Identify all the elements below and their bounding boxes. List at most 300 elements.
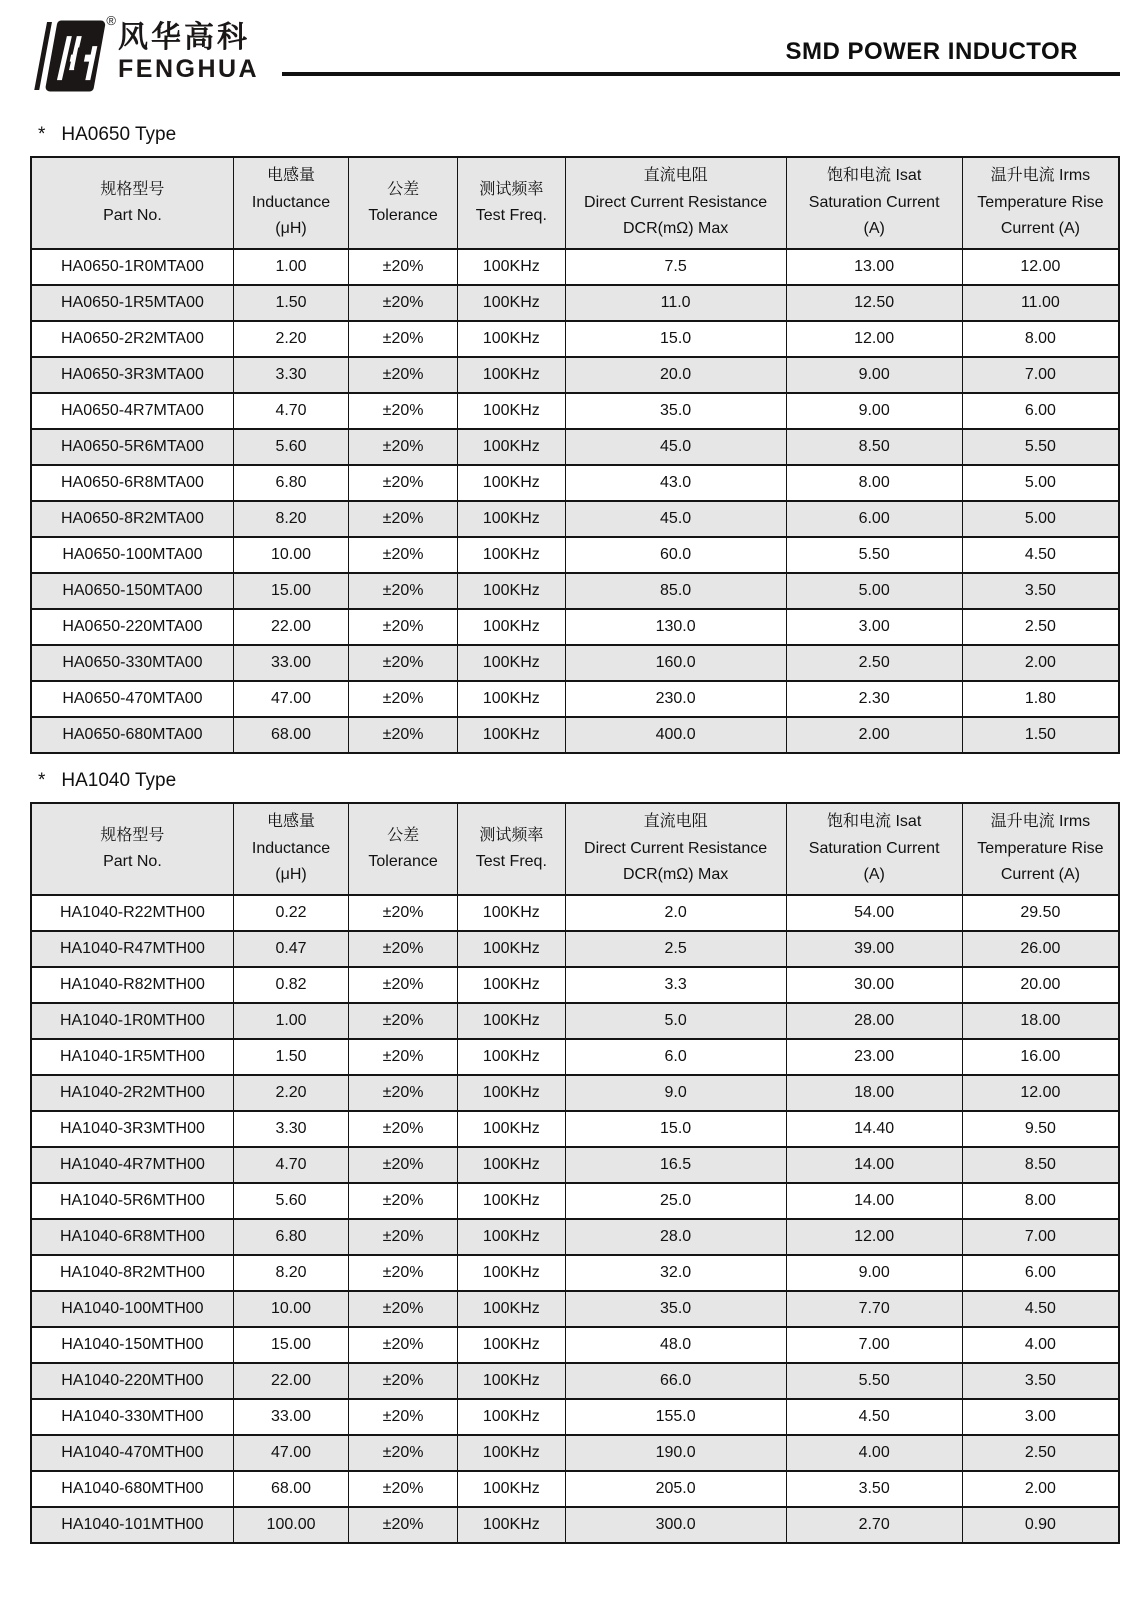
table-row xyxy=(31,967,1119,1003)
table-cell: 66.0 xyxy=(565,1363,786,1399)
table-row xyxy=(31,501,1119,537)
table-cell: ±20% xyxy=(349,717,458,753)
part-number-cell: HA1040-5R6MTH00 xyxy=(31,1183,233,1219)
table-cell: 130.0 xyxy=(565,609,786,645)
table-cell: 15.0 xyxy=(565,321,786,357)
header-divider xyxy=(282,72,1120,76)
table-cell: 160.0 xyxy=(565,645,786,681)
table-cell: 3.00 xyxy=(962,1399,1119,1435)
table-cell: ±20% xyxy=(349,357,458,393)
table-cell: 18.00 xyxy=(962,1003,1119,1039)
table-cell: 100KHz xyxy=(457,1471,565,1507)
table-cell: 1.00 xyxy=(233,1003,348,1039)
table-cell: 7.00 xyxy=(962,357,1119,393)
table-cell: ±20% xyxy=(349,285,458,321)
table-cell: 100KHz xyxy=(457,573,565,609)
table-cell: 6.00 xyxy=(786,501,962,537)
column-header-line: Tolerance xyxy=(368,207,438,224)
table-cell: ±20% xyxy=(349,537,458,573)
table-cell: 20.0 xyxy=(565,357,786,393)
table-cell: 2.70 xyxy=(786,1507,962,1543)
table-cell: ±20% xyxy=(349,1003,458,1039)
part-number-cell: HA0650-8R2MTA00 xyxy=(31,501,233,537)
table-row xyxy=(31,1111,1119,1147)
table-cell: 33.00 xyxy=(233,1399,348,1435)
table-cell: ±20% xyxy=(349,1147,458,1183)
column-header-line: DCR(mΩ) Max xyxy=(622,866,729,884)
column-header xyxy=(457,803,565,895)
table-row xyxy=(31,1183,1119,1219)
table-cell: ±20% xyxy=(349,1399,458,1435)
table-cell: 11.00 xyxy=(962,285,1119,321)
table-cell: 2.00 xyxy=(786,717,962,753)
column-header xyxy=(786,803,962,895)
section-label: HA1040 Type xyxy=(61,770,177,791)
table-cell: 2.00 xyxy=(962,1471,1119,1507)
part-number-cell: HA0650-470MTA00 xyxy=(31,681,233,717)
table-cell: 45.0 xyxy=(565,501,786,537)
table-cell: 15.0 xyxy=(565,1111,786,1147)
table-row xyxy=(31,285,1119,321)
column-header-line: 电感量 xyxy=(267,813,316,831)
table-row xyxy=(31,681,1119,717)
table-cell: 54.00 xyxy=(786,895,962,931)
table-cell: 5.60 xyxy=(233,429,348,465)
table-cell: 1.50 xyxy=(233,285,348,321)
table-cell: 100KHz xyxy=(457,1111,565,1147)
table-cell: 5.00 xyxy=(962,501,1119,537)
part-number-cell: HA0650-2R2MTA00 xyxy=(31,321,233,357)
table-row xyxy=(31,1471,1119,1507)
table-cell: 5.00 xyxy=(962,465,1119,501)
table-cell: 16.5 xyxy=(565,1147,786,1183)
part-number-cell: HA1040-101MTH00 xyxy=(31,1507,233,1543)
column-header-line: Direct Current Resistance xyxy=(584,839,768,857)
table-cell: 205.0 xyxy=(565,1471,786,1507)
table-cell: 29.50 xyxy=(962,895,1119,931)
table-cell: ±20% xyxy=(349,501,458,537)
column-header-line: Saturation Current xyxy=(808,839,940,857)
column-header-line: 温升电流 Irms xyxy=(990,813,1091,831)
table-cell: 100.00 xyxy=(233,1507,348,1543)
column-header xyxy=(457,157,565,249)
table-row xyxy=(31,1147,1119,1183)
part-number-cell: HA0650-4R7MTA00 xyxy=(31,393,233,429)
table-cell: 230.0 xyxy=(565,681,786,717)
table-cell: 18.00 xyxy=(786,1075,962,1111)
table-row xyxy=(31,895,1119,931)
table-cell: 47.00 xyxy=(233,681,348,717)
part-number-cell: HA0650-150MTA00 xyxy=(31,573,233,609)
table-row xyxy=(31,249,1119,285)
column-header-line: 直流电阻 xyxy=(643,813,708,831)
part-number-cell: HA1040-1R5MTH00 xyxy=(31,1039,233,1075)
table-cell: ±20% xyxy=(349,1471,458,1507)
column-header-line: Temperature Rise xyxy=(977,193,1104,211)
table-cell: 300.0 xyxy=(565,1507,786,1543)
table-row xyxy=(31,1327,1119,1363)
table-cell: 1.00 xyxy=(233,249,348,285)
table-cell: 1.50 xyxy=(233,1039,348,1075)
table-cell: 100KHz xyxy=(457,895,565,931)
table-cell: 100KHz xyxy=(457,1363,565,1399)
table-header xyxy=(31,157,1119,249)
part-number-cell: HA0650-5R6MTA00 xyxy=(31,429,233,465)
table-cell: 10.00 xyxy=(233,1291,348,1327)
table-row xyxy=(31,1255,1119,1291)
table-cell: 6.80 xyxy=(233,465,348,501)
table-cell: 1.80 xyxy=(962,681,1119,717)
column-header xyxy=(349,157,458,249)
column-header-line: Saturation Current xyxy=(808,193,940,211)
column-header-line: 公差 xyxy=(387,826,420,844)
table-cell: 100KHz xyxy=(457,1291,565,1327)
table-cell: 68.00 xyxy=(233,1471,348,1507)
section-title-ha0650 xyxy=(38,124,1120,146)
table-cell: 3.50 xyxy=(962,573,1119,609)
section-label: HA0650 Type xyxy=(61,124,177,145)
table-cell: 0.90 xyxy=(962,1507,1119,1543)
table-cell: ±20% xyxy=(349,393,458,429)
part-number-cell: HA1040-220MTH00 xyxy=(31,1363,233,1399)
table-cell: 5.60 xyxy=(233,1183,348,1219)
table-row xyxy=(31,573,1119,609)
table-cell: 3.30 xyxy=(233,1111,348,1147)
column-header-line: Direct Current Resistance xyxy=(584,193,768,211)
document-title: SMD POWER INDUCTOR xyxy=(785,38,1078,65)
table-cell: 100KHz xyxy=(457,321,565,357)
brand-name-chinese: 风华高科 xyxy=(118,21,250,54)
table-row xyxy=(31,1399,1119,1435)
table-cell: 35.0 xyxy=(565,393,786,429)
table-cell: 0.82 xyxy=(233,967,348,1003)
table-cell: 4.70 xyxy=(233,393,348,429)
column-header-line: Current (A) xyxy=(1000,866,1080,884)
part-number-cell: HA1040-R47MTH00 xyxy=(31,931,233,967)
column-header xyxy=(349,803,458,895)
table-cell: 8.50 xyxy=(786,429,962,465)
table-cell: 6.80 xyxy=(233,1219,348,1255)
table-cell: 2.20 xyxy=(233,1075,348,1111)
part-number-cell: HA1040-470MTH00 xyxy=(31,1435,233,1471)
table-cell: 100KHz xyxy=(457,429,565,465)
table-cell: ±20% xyxy=(349,1111,458,1147)
part-number-cell: HA1040-R22MTH00 xyxy=(31,895,233,931)
column-header-line: 规格型号 xyxy=(100,826,165,844)
table-cell: 6.00 xyxy=(962,1255,1119,1291)
table-row xyxy=(31,609,1119,645)
part-number-cell: HA0650-1R0MTA00 xyxy=(31,249,233,285)
table-cell: 2.0 xyxy=(565,895,786,931)
table-cell: 100KHz xyxy=(457,609,565,645)
table-cell: 11.0 xyxy=(565,285,786,321)
table-cell: 9.00 xyxy=(786,393,962,429)
column-header-line: Tolerance xyxy=(368,853,438,870)
table-cell: 400.0 xyxy=(565,717,786,753)
table-body xyxy=(31,895,1119,1543)
table-cell: 22.00 xyxy=(233,609,348,645)
table-cell: 100KHz xyxy=(457,717,565,753)
table-cell: 8.20 xyxy=(233,1255,348,1291)
table-cell: 5.50 xyxy=(962,429,1119,465)
table-cell: 9.00 xyxy=(786,357,962,393)
table-cell: 100KHz xyxy=(457,1327,565,1363)
fenghua-logo-icon xyxy=(30,13,116,94)
part-number-cell: HA0650-220MTA00 xyxy=(31,609,233,645)
column-header-line: Part No. xyxy=(103,853,162,870)
table-cell: 7.00 xyxy=(962,1219,1119,1255)
table-cell: 14.00 xyxy=(786,1147,962,1183)
table-cell: 3.50 xyxy=(786,1471,962,1507)
table-cell: 100KHz xyxy=(457,1183,565,1219)
table-cell: ±20% xyxy=(349,249,458,285)
table-cell: 6.0 xyxy=(565,1039,786,1075)
table-cell: 100KHz xyxy=(457,1147,565,1183)
table-cell: ±20% xyxy=(349,1255,458,1291)
table-cell: 100KHz xyxy=(457,537,565,573)
table-cell: 4.00 xyxy=(786,1435,962,1471)
column-header xyxy=(31,157,233,249)
column-header-line: 规格型号 xyxy=(100,180,165,198)
part-number-cell: HA1040-330MTH00 xyxy=(31,1399,233,1435)
table-cell: 100KHz xyxy=(457,1003,565,1039)
table-cell: 100KHz xyxy=(457,1435,565,1471)
table-cell: 100KHz xyxy=(457,931,565,967)
column-header xyxy=(233,803,348,895)
table-cell: 9.00 xyxy=(786,1255,962,1291)
column-header xyxy=(962,803,1119,895)
part-number-cell: HA1040-R82MTH00 xyxy=(31,967,233,1003)
table-cell: 30.00 xyxy=(786,967,962,1003)
table-cell: 9.50 xyxy=(962,1111,1119,1147)
column-header-line: Inductance xyxy=(251,839,331,857)
table-cell: 7.00 xyxy=(786,1327,962,1363)
table-cell: 7.5 xyxy=(565,249,786,285)
table-cell: 8.20 xyxy=(233,501,348,537)
table-cell: 2.50 xyxy=(786,645,962,681)
table-cell: ±20% xyxy=(349,1435,458,1471)
column-header-line: 饱和电流 Isat xyxy=(827,813,922,831)
spec-table-ha0650 xyxy=(30,156,1120,754)
table-cell: 47.00 xyxy=(233,1435,348,1471)
part-number-cell: HA0650-6R8MTA00 xyxy=(31,465,233,501)
table-row xyxy=(31,1003,1119,1039)
column-header xyxy=(565,157,786,249)
section-marker: * xyxy=(38,124,46,145)
table-row xyxy=(31,1363,1119,1399)
table-cell: ±20% xyxy=(349,1075,458,1111)
table-cell: 23.00 xyxy=(786,1039,962,1075)
part-number-cell: HA1040-8R2MTH00 xyxy=(31,1255,233,1291)
table-cell: 100KHz xyxy=(457,1507,565,1543)
part-number-cell: HA1040-1R0MTH00 xyxy=(31,1003,233,1039)
table-row xyxy=(31,1435,1119,1471)
table-cell: 22.00 xyxy=(233,1363,348,1399)
table-row xyxy=(31,1075,1119,1111)
column-header-line: 温升电流 Irms xyxy=(990,167,1091,185)
table-cell: 2.20 xyxy=(233,321,348,357)
table-cell: 5.50 xyxy=(786,1363,962,1399)
table-cell: ±20% xyxy=(349,1327,458,1363)
column-header-line: 电感量 xyxy=(267,167,316,185)
table-row xyxy=(31,931,1119,967)
table-cell: 100KHz xyxy=(457,1399,565,1435)
table-cell: 14.00 xyxy=(786,1183,962,1219)
part-number-cell: HA1040-100MTH00 xyxy=(31,1291,233,1327)
table-cell: ±20% xyxy=(349,609,458,645)
part-number-cell: HA0650-1R5MTA00 xyxy=(31,285,233,321)
column-header-line: (μH) xyxy=(275,866,307,884)
column-header-line: Current (A) xyxy=(1000,220,1080,238)
column-header xyxy=(962,157,1119,249)
part-number-cell: HA1040-3R3MTH00 xyxy=(31,1111,233,1147)
table-row xyxy=(31,429,1119,465)
table-cell: 2.5 xyxy=(565,931,786,967)
table-cell: 85.0 xyxy=(565,573,786,609)
table-cell: 39.00 xyxy=(786,931,962,967)
table-cell: 28.0 xyxy=(565,1219,786,1255)
part-number-cell: HA1040-2R2MTH00 xyxy=(31,1075,233,1111)
table-cell: ±20% xyxy=(349,429,458,465)
table-cell: 60.0 xyxy=(565,537,786,573)
column-header-line: 公差 xyxy=(387,180,420,198)
table-cell: 20.00 xyxy=(962,967,1119,1003)
table-cell: ±20% xyxy=(349,1039,458,1075)
column-header-line: 测试频率 xyxy=(479,180,544,198)
column-header-line: (μH) xyxy=(275,220,307,238)
table-row xyxy=(31,357,1119,393)
brand-name-english: FENGHUA xyxy=(118,54,260,83)
table-cell: 100KHz xyxy=(457,1075,565,1111)
table-cell: 2.50 xyxy=(962,1435,1119,1471)
table-cell: 4.50 xyxy=(786,1399,962,1435)
table-cell: 48.0 xyxy=(565,1327,786,1363)
part-number-cell: HA0650-3R3MTA00 xyxy=(31,357,233,393)
table-cell: 3.3 xyxy=(565,967,786,1003)
table-row xyxy=(31,1291,1119,1327)
column-header-line: Test Freq. xyxy=(475,853,547,870)
table-cell: 35.0 xyxy=(565,1291,786,1327)
table-cell: 16.00 xyxy=(962,1039,1119,1075)
page-header xyxy=(30,12,1120,108)
part-number-cell: HA1040-6R8MTH00 xyxy=(31,1219,233,1255)
spec-table-ha1040 xyxy=(30,802,1120,1544)
table-cell: ±20% xyxy=(349,1363,458,1399)
section-marker: * xyxy=(38,770,46,791)
table-row xyxy=(31,1507,1119,1543)
table-cell: 100KHz xyxy=(457,681,565,717)
table-cell: 26.00 xyxy=(962,931,1119,967)
column-header-line: DCR(mΩ) Max xyxy=(622,220,729,238)
table-cell: 4.50 xyxy=(962,537,1119,573)
table-cell: 100KHz xyxy=(457,357,565,393)
logo-text xyxy=(118,22,259,82)
table-cell: ±20% xyxy=(349,1219,458,1255)
table-cell: ±20% xyxy=(349,645,458,681)
column-header-line: Inductance xyxy=(251,193,331,211)
table-cell: 9.0 xyxy=(565,1075,786,1111)
table-cell: 100KHz xyxy=(457,1039,565,1075)
table-header-row xyxy=(31,803,1119,895)
table-row xyxy=(31,537,1119,573)
table-cell: 8.00 xyxy=(786,465,962,501)
table-cell: 2.50 xyxy=(962,609,1119,645)
table-cell: 100KHz xyxy=(457,249,565,285)
table-cell: 3.00 xyxy=(786,609,962,645)
table-row xyxy=(31,717,1119,753)
table-cell: ±20% xyxy=(349,321,458,357)
table-cell: 12.00 xyxy=(962,249,1119,285)
registered-trademark-icon: ® xyxy=(106,13,116,28)
header-right xyxy=(282,12,1120,76)
table-cell: ±20% xyxy=(349,895,458,931)
table-cell: 12.00 xyxy=(962,1075,1119,1111)
table-cell: 68.00 xyxy=(233,717,348,753)
part-number-cell: HA1040-4R7MTH00 xyxy=(31,1147,233,1183)
table-row xyxy=(31,1219,1119,1255)
table-cell: 4.00 xyxy=(962,1327,1119,1363)
table-row xyxy=(31,645,1119,681)
column-header xyxy=(31,803,233,895)
part-number-cell: HA0650-680MTA00 xyxy=(31,717,233,753)
table-cell: 12.00 xyxy=(786,1219,962,1255)
table-cell: 45.0 xyxy=(565,429,786,465)
section-title-ha1040 xyxy=(38,770,1120,792)
table-cell: 15.00 xyxy=(233,1327,348,1363)
table-cell: ±20% xyxy=(349,967,458,1003)
table-cell: 15.00 xyxy=(233,573,348,609)
column-header-line: 测试频率 xyxy=(479,826,544,844)
table-body xyxy=(31,249,1119,753)
column-header-line: (A) xyxy=(863,866,885,884)
column-header-line: Test Freq. xyxy=(475,207,547,224)
column-header xyxy=(233,157,348,249)
table-cell: 28.00 xyxy=(786,1003,962,1039)
table-cell: ±20% xyxy=(349,1291,458,1327)
column-header-line: Temperature Rise xyxy=(977,839,1104,857)
table-cell: 12.50 xyxy=(786,285,962,321)
table-cell: 0.22 xyxy=(233,895,348,931)
part-number-cell: HA1040-150MTH00 xyxy=(31,1327,233,1363)
table-cell: 13.00 xyxy=(786,249,962,285)
table-cell: 0.47 xyxy=(233,931,348,967)
table-cell: 100KHz xyxy=(457,501,565,537)
column-header-line: (A) xyxy=(863,220,885,238)
table-cell: 5.00 xyxy=(786,573,962,609)
table-cell: 8.00 xyxy=(962,321,1119,357)
part-number-cell: HA0650-330MTA00 xyxy=(31,645,233,681)
table-cell: 33.00 xyxy=(233,645,348,681)
table-cell: 8.50 xyxy=(962,1147,1119,1183)
table-cell: 4.50 xyxy=(962,1291,1119,1327)
table-cell: ±20% xyxy=(349,931,458,967)
column-header xyxy=(565,803,786,895)
table-cell: 4.70 xyxy=(233,1147,348,1183)
table-cell: 25.0 xyxy=(565,1183,786,1219)
table-cell: 6.00 xyxy=(962,393,1119,429)
table-cell: ±20% xyxy=(349,573,458,609)
table-cell: 190.0 xyxy=(565,1435,786,1471)
table-header-row xyxy=(31,157,1119,249)
table-cell: 8.00 xyxy=(962,1183,1119,1219)
fenghua-logo xyxy=(30,12,282,94)
table-cell: 100KHz xyxy=(457,645,565,681)
table-cell: 12.00 xyxy=(786,321,962,357)
table-cell: 5.0 xyxy=(565,1003,786,1039)
part-number-cell: HA0650-100MTA00 xyxy=(31,537,233,573)
table-cell: ±20% xyxy=(349,1507,458,1543)
table-cell: 100KHz xyxy=(457,1219,565,1255)
